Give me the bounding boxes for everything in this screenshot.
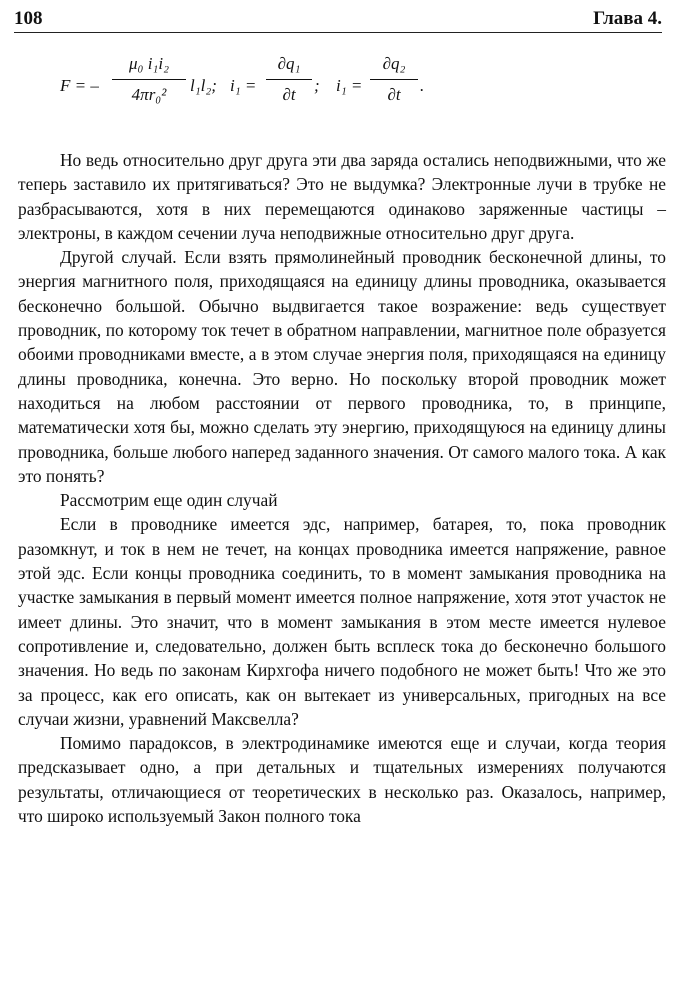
paragraph: Но ведь относительно друг друга эти два заряда остались неподвижными, что же теперь заставило их притягиваться? Это не выдумка? Электронные лучи в трубке не разбрасываются, хотя в них перемещаются одинаково заряженные частицы – электроны, в каждом сечении луча неподвижные относительно друг друга. [18,150,666,243]
force-lhs: F = – [60,76,99,95]
force-numerator: μ₀ i₁i₂ [129,54,169,73]
paragraph: Рассмотрим еще один случай [60,490,278,511]
formula-block [60,54,440,126]
page-header [14,8,662,33]
current2-denominator: ∂t [387,85,401,104]
current1-denominator: ∂t [282,85,296,104]
current1-tail: ; [314,76,320,95]
body-text [18,148,666,828]
paragraph: Другой случай. Если взять прямолинейный проводник бесконечной длины, то энергия магнитного поля, приходящаяся на единицу длины проводника, оказывается бесконечно большой. Обычно выдвигается такое возражение: ведь существует проводник, по которому ток течет в обратном направлении, магнитное поле образуется обоими проводниками вместе, а в этом случае энергия поля, приходящаяся на единицу длины проводника, конечна. Это верно. Но поскольку второй проводник может находиться на любом расстоянии от первого проводника, то, в принципе, математически хотя бы, можно сделать эту энергию, приходящуюся на единицу длины проводника, больше любого наперед заданного значения. От самого малого тока. А как это понять? [18,247,666,486]
fraction-bar [266,79,312,80]
paragraph: Помимо парадоксов, в электродинамике имеются еще и случаи, когда теория предсказывает одно, а при детальных и тщательных измерениях получаются результаты, отличающиеся от теоретических в несколько раз. Оказалось, например, что широко используемый Закон полного тока [18,733,666,827]
fraction-bar [370,79,418,80]
fraction-bar [112,79,186,80]
current1-lhs: i₁ = [230,76,257,95]
current1-fraction [266,54,312,105]
current2-numerator: ∂q₂ [382,54,406,73]
force-tail: l₁l₂; [190,76,217,95]
current2-lhs: i₁ = [336,76,363,95]
page-number: 108 [14,8,43,29]
current2-tail: . [420,76,425,95]
paragraph: Если в проводнике имеется эдс, например, батарея, то, пока проводник разомкнут, и ток в нем не течет, на концах проводника имеется напряжение, равное этой эдс. Если концы проводника соединить, то в момент замыкания проводника на участке замыкания в первый момент имеется полное напряжение, хотя этот участок не имеет длины. Это значит, что в момент замыкания в этом месте имеется нулевое сопротивление и, следовательно, должен быть всплеск тока до бесконечно большого значения. Но ведь по законам Кирхгофа ничего подобного не может быть! Что же это за процесс, как его описать, как он вытекает из универсальных, пригодных на все случаи жизни, уравнений Максвелла? [18,514,666,729]
chapter-title: Глава 4. [593,8,662,29]
current2-fraction [370,54,418,105]
force-fraction [112,54,186,105]
current1-numerator: ∂q₁ [277,54,301,73]
force-denominator: 4πr₀² [131,85,167,104]
